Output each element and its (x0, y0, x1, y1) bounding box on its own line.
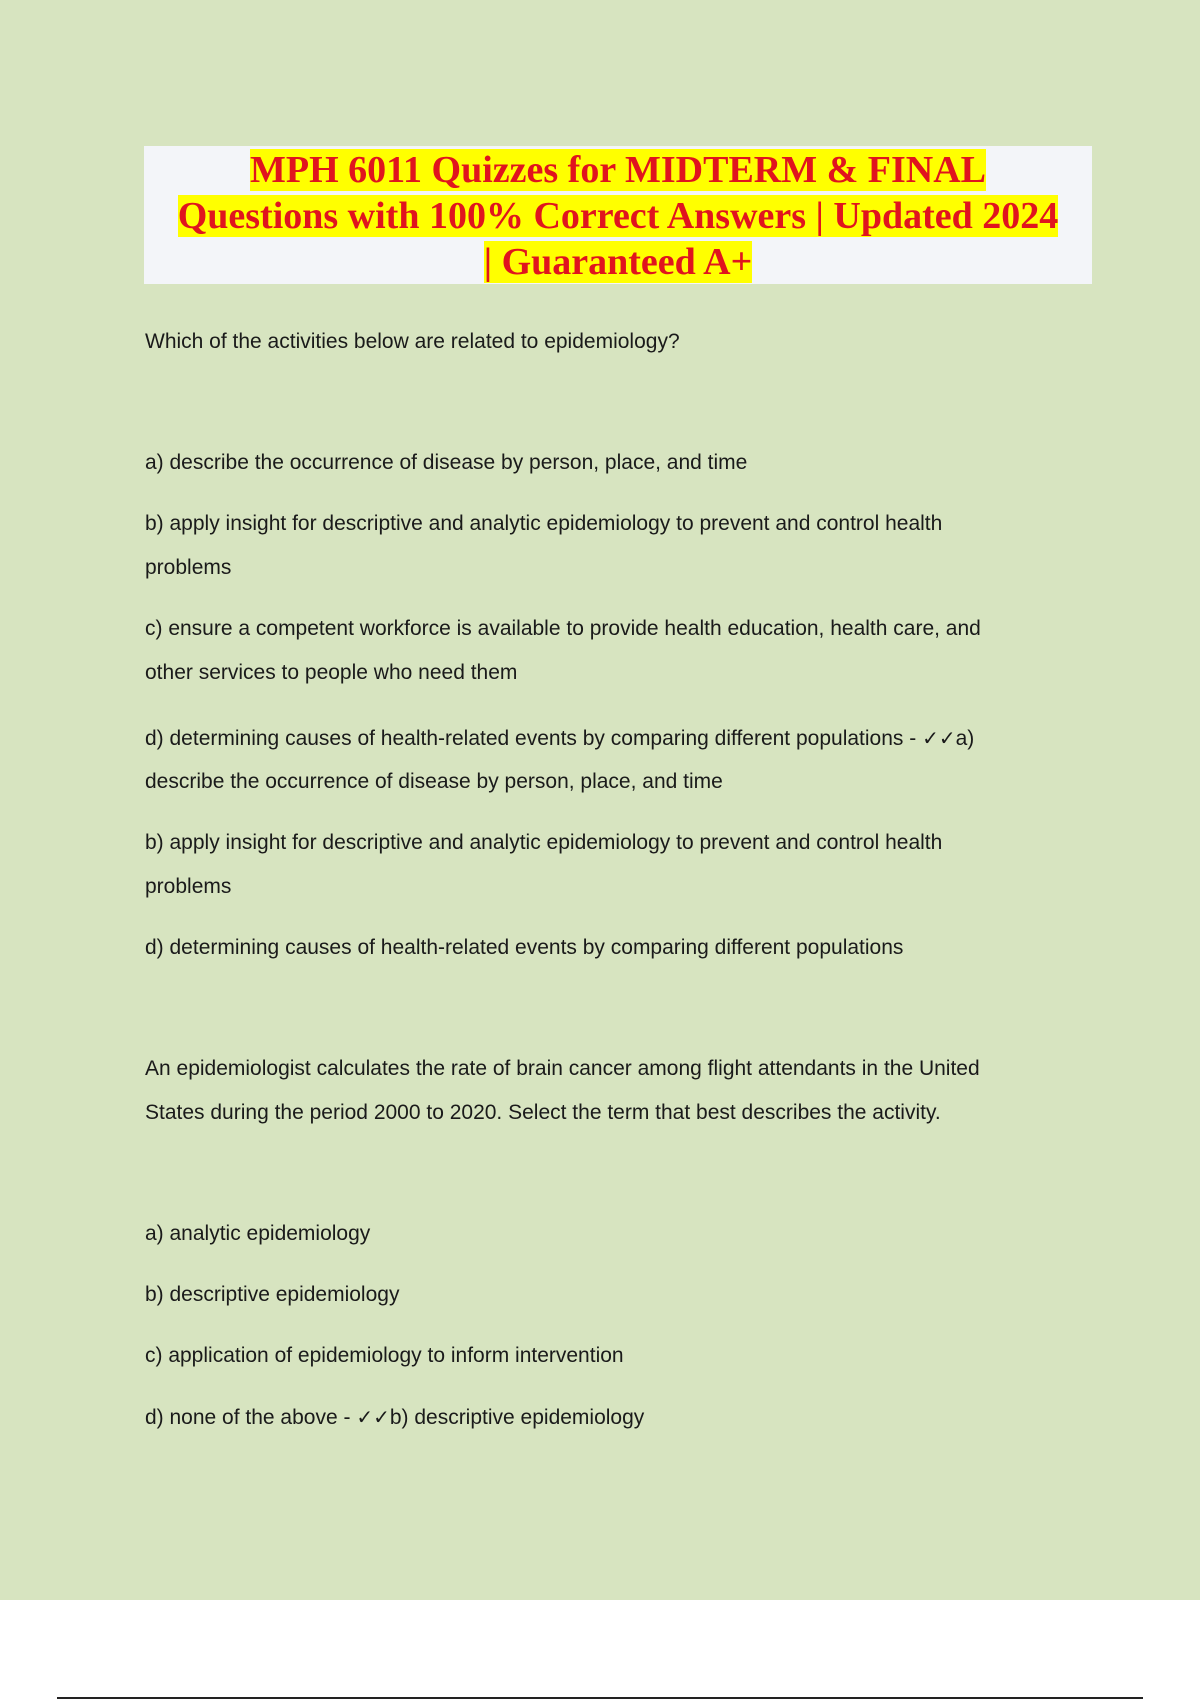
q1-option-d: d) determining causes of health-related events by comparing different populations - (145, 727, 923, 750)
checkmark-icon: ✓✓ (356, 1405, 390, 1429)
question-1-text: Which of the activities below are related to epidemiology? (145, 330, 680, 353)
document-title (144, 146, 1092, 284)
title-line-3: | Guaranteed A+ (483, 241, 753, 283)
title-line-1: MPH 6011 Quizzes for MIDTERM & FINAL (250, 149, 986, 191)
q1-answer-start: a) (955, 727, 975, 750)
title-line-2: Questions with 100% Correct Answers | Updated 2024 (177, 195, 1059, 237)
q1-answer-a: describe the occurrence of disease by person, place, and time (145, 770, 723, 793)
q2-option-d: d) none of the above - (145, 1406, 357, 1429)
q1-option-a: a) describe the occurrence of disease by person, place, and time (145, 451, 748, 474)
question-2-line-1: An epidemiologist calculates the rate of brain cancer among flight attendants in the United (145, 1057, 980, 1080)
q1-option-b-line-1: b) apply insight for descriptive and analytic epidemiology to prevent and control health (145, 512, 943, 535)
checkmark-icon: ✓✓ (922, 726, 956, 750)
q2-option-c: c) application of epidemiology to inform intervention (145, 1344, 624, 1367)
footer-divider (57, 1697, 1143, 1699)
q1-option-d-with-answer (145, 726, 974, 751)
q1-answer-d: d) determining causes of health-related events by comparing different populations (145, 936, 904, 959)
q1-option-b-line-2: problems (145, 556, 232, 579)
question-2-line-2: States during the period 2000 to 2020. Select the term that best describes the activity. (145, 1101, 941, 1124)
q2-answer: b) descriptive epidemiology (389, 1406, 645, 1429)
q1-option-c-line-2: other services to people who need them (145, 661, 518, 684)
q2-option-d-with-answer (145, 1405, 644, 1430)
q1-answer-b-line-2: problems (145, 875, 232, 898)
q1-answer-b-line-1: b) apply insight for descriptive and analytic epidemiology to prevent and control health (145, 831, 943, 854)
q1-option-c-line-1: c) ensure a competent workforce is available to provide health education, health care, and (145, 617, 981, 640)
q2-option-a: a) analytic epidemiology (145, 1222, 371, 1245)
q2-option-b: b) descriptive epidemiology (145, 1283, 400, 1306)
